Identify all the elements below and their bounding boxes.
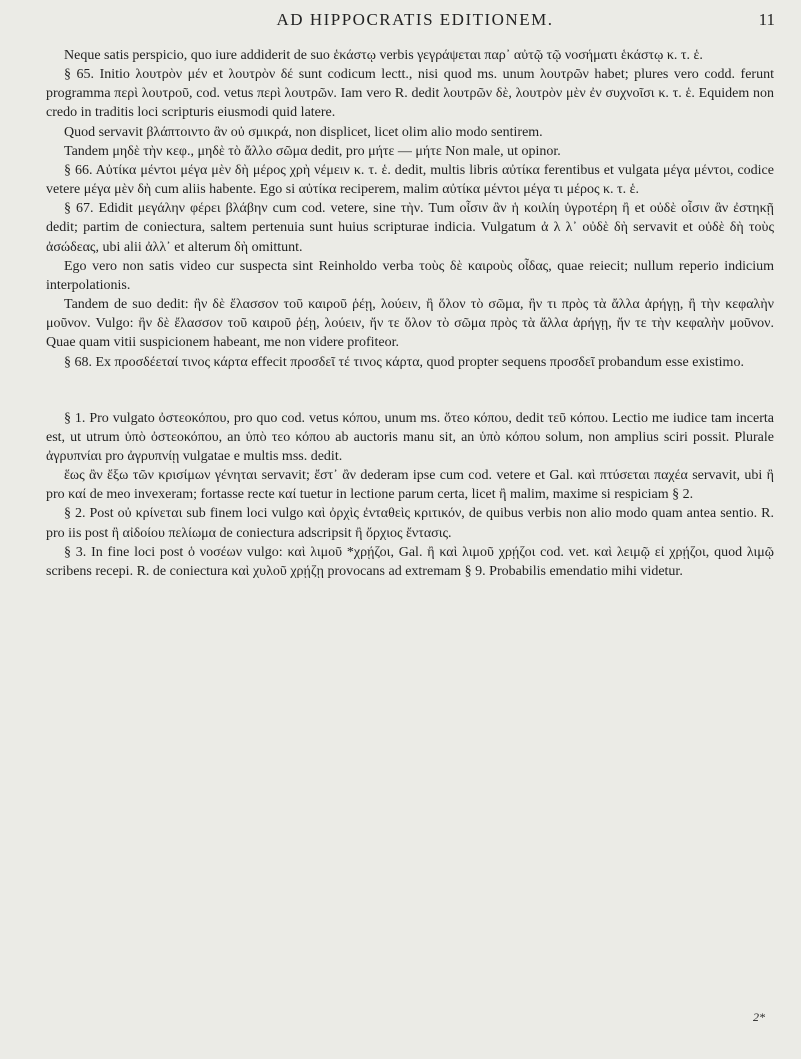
page-number: 11 <box>758 10 775 29</box>
paragraph: Tandem μηδὲ τὴν κεφ., μηδὲ τὸ ἄλλο σῶμα dedit, pro μήτε — μήτε Non male, ut opinor. <box>64 143 561 159</box>
paragraph: § 68. Ex προσδέεταί τινος κάρτα effecit προσδεῖ τέ τινος κάρτα, quod propter sequens προσδεῖ probandum esse existimo. <box>64 354 744 370</box>
paragraph: Neque satis perspicio, quo iure addiderit de suo ἑκάστῳ verbis γεγράψεται παρ᾽ αὐτῷ τῷ νοσήματι ἑκάστῳ κ. τ. ἑ. <box>64 48 703 63</box>
paragraph: Tandem de suo dedit: ἢν δὲ ἔλασσον τοῦ καιροῦ ῥέῃ, λούειν, ἢ ὅλον τὸ σῶμα, ἢν τι πρὸς τὰ ἄλλα ἀρήγῃ, ἢ τὴν κεφαλὴν μοῦνον. Vulgo: ἢν δὲ ἔλασσον τοῦ καιροῦ ῥέῃ, λούειν, ἤν τε ὅλον τὸ σῶμα πρὸς τὰ ἄλλα ἀρήγῃ, ἤν τε τὴν κεφαλὴν μοῦνον. Quae quam vitii suspicionem habeant, me non videre profiteor. <box>46 297 774 351</box>
paragraph: § 3. In fine loci post ὁ νοσέων vulgo: καὶ λιμοῦ *χρῄζοι, Gal. ἢ καὶ λιμοῦ χρῄζοι cod. vet. καὶ λειμῷ εἰ χρῄζοι, quod λιμῷ scribens recepi. R. de coniectura καὶ χυλοῦ χρῄζῃ provocans ad extremam § 9. Probabilis emendatio mihi videtur. <box>46 544 774 579</box>
paragraph: § 65. Initio λουτρὸν μέν et λουτρὸν δέ sunt codicum lectt., nisi quod ms. unum λουτρῶν habet; plures vero codd. ferunt programma περὶ λουτροῦ, cod. vetus περὶ λουτρῶν. Iam vero R. dedit λουτρῶν δὲ, λουτρὸν μὲν ἐν συχνοῖσι κ. τ. ἑ. Equidem non credo in traditis loci scripturis eiusmodi quid latere. <box>46 67 774 121</box>
paragraph: § 2. Post οὐ κρίνεται sub finem loci vulgo καὶ ὀρχὶς ἐνταθεὶς κριτικόν, de quibus verbis non alio modo quam antea sentio. R. pro iis post ἢ αἰδοίου πελίωμα de coniectura adscripsit ἢ ὄρχιος ἔντασις. <box>46 506 774 541</box>
paragraph: § 1. Pro vulgato ὀστεοκόπου, pro quo cod. vetus κόπου, unum ms. ὅτεο κόπου, dedit τεῦ κόπου. Lectio me iudice tam incerta est, ut utrum ὑπὸ ὀστεοκόπου, an ὑπὸ τεο κόπου ab auctoris manu sit, an ὑπὸ κόπου solum, non amplius sciri possit. Plurale ἀγρυπνίαι pro ἀγρυπνίῃ vulgatae e multis mss. dedit. <box>46 410 774 464</box>
section-gap <box>46 372 774 409</box>
signature-mark: 2* <box>753 1010 765 1024</box>
paragraph: § 67. Edidit μεγάλην φέρει βλάβην cum cod. vetere, sine τὴν. Tum οἷσιν ἂν ἡ κοιλίη ὑγροτέρη ἢ et οὐδὲ οἷσιν ἂν ἐστηκῇ dedit; partim de coniectura, saltem pertenuia sunt huius scripturae indicia. Vulgatum ἀ λ λ᾽ οὐδὲ δὴ servavit et οὐδὲ δὴ τοὺς ἀσώδεας, ubi alii ἀλλ᾽ et alterum δὴ omittunt. <box>46 201 774 255</box>
running-title: AD HIPPOCRATIS EDITIONEM. <box>276 10 554 29</box>
running-header <box>55 10 775 40</box>
paragraph: § 66. Αὐτίκα μέντοι μέγα μὲν δὴ μέρος χρὴ νέμειν κ. τ. ἑ. dedit, multis libris αὐτίκα ferentibus et vulgata μέγα μέντοι, codice vetere μέγα μὲν δὴ cum aliis habente. Ego si αὐτίκα reciperem, malim αὐτίκα μέντοι μέγα τι μέρος κ. τ. ἑ. <box>46 162 774 198</box>
paragraph: ἕως ἂν ἔξω τῶν κρισίμων γένηται servavit; ἔστ᾽ ἂν dederam ipse cum cod. vetere et Gal. καὶ πτύσεται παχέα servavit, ubi ἢ pro καί de meo invexeram; fortasse recte καί tuetur in lectione parum certa, licet ἢ malim, maxime si respiciam § 2. <box>46 468 774 503</box>
paragraph: Ego vero non satis video cur suspecta sint Reinholdo verba τοὺς δὲ καιροὺς οἶδας, quae reiecit; nullum reperio indicium interpolationis. <box>46 258 774 293</box>
paragraph: Quod servavit βλάπτοιντο ἂν οὐ σμικρά, non displicet, licet olim alio modo sentirem. <box>64 124 543 140</box>
page-body <box>46 46 774 581</box>
